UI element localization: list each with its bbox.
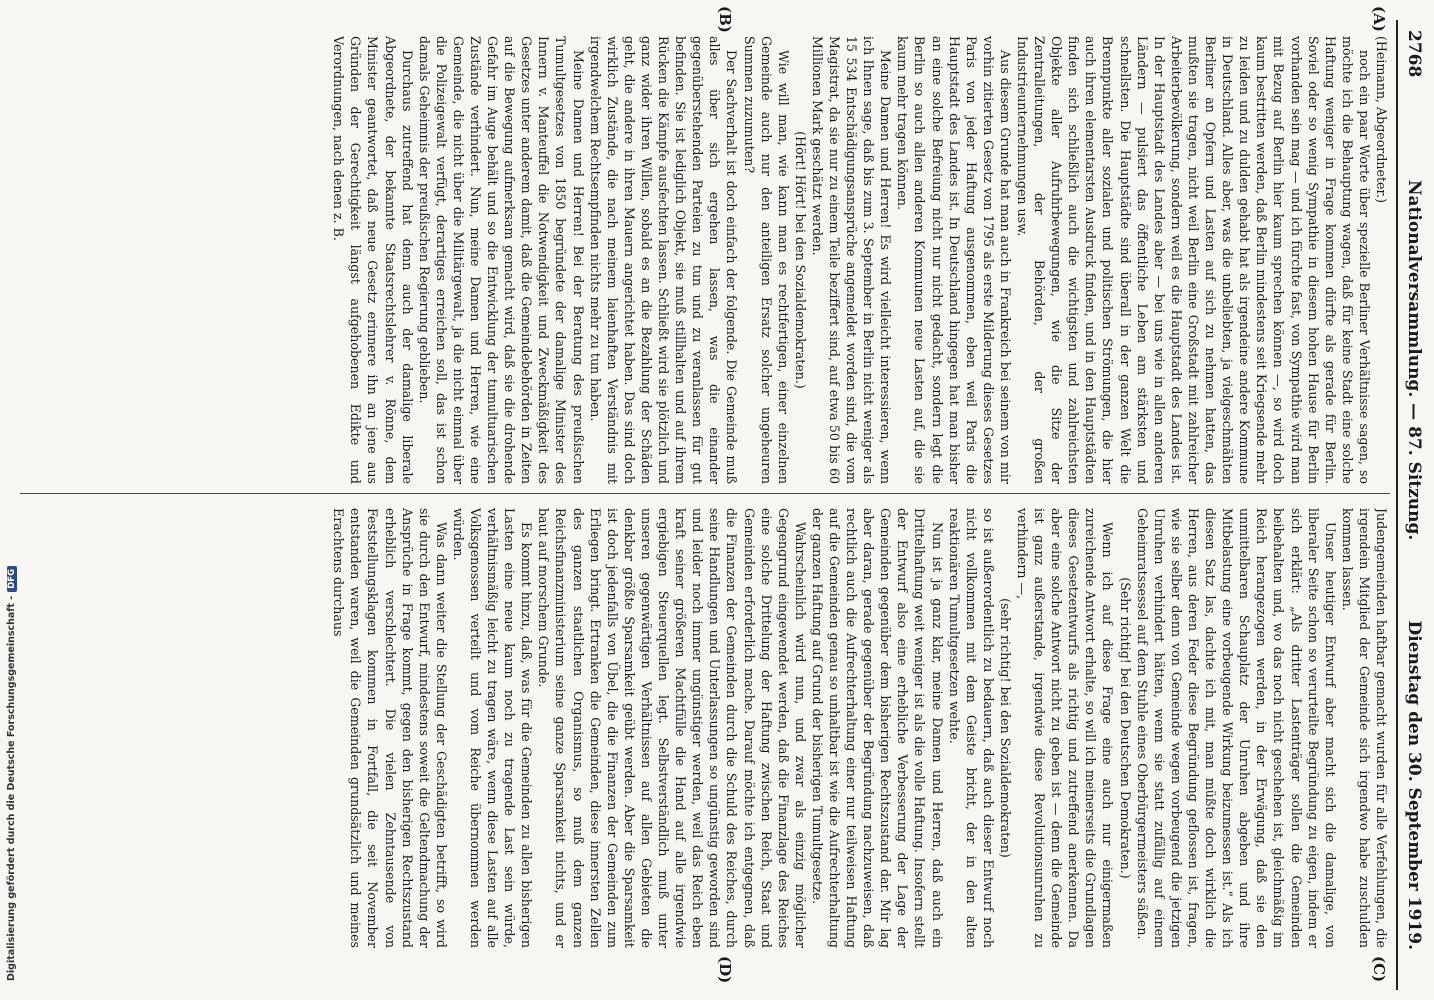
interjection: (sehr richtig! bei den Sozialdemokraten) xyxy=(997,598,1013,858)
paragraph: Aus diesem Grunde hat man auch in Frankreich bei seinem von mir vorhin zitierten Gesetz von 1795 als erste Milderung dieses Gesetzes Paris von jeder Haftung ausgenommen, eben weil Paris die Hauptstadt des Landes ist. In Deutschland hingegen hat man bisher an eine solche Befreiung nicht nur nicht gedacht, sondern legt die Berlin so auch allen anderen Kommunen neue Lasten auf, die sie kaum mehr tragen können. xyxy=(895,36,1013,484)
dfg-logo: DFG xyxy=(7,566,17,592)
digitization-credit xyxy=(4,432,22,992)
paragraph: Durchaus zutreffend hat denn auch der damalige liberale Abgeordnete, der bekannte Staatsrechtslehrer v. Rönne, dem Minister geantwortet, daß neue Gesetz erinnere ihn an jene aus Gründen der Gerechtigkeit längst aufgehobenen Edikte und Verordnungen, nach denen z. B. xyxy=(331,36,415,484)
interjection: (Sehr richtig! bei den Deutschen Demokraten.) xyxy=(1117,577,1133,879)
column-divider xyxy=(20,493,1390,494)
paragraph: Was dann weiter die Stellung der Geschädigten betrifft, so wird sie durch den Entwurf, mindestens soweit die Geltendmachung der Ansprüche in Frage kommt, gegen den bisherigen Rechtszustand erheblich verschlechtert. Die vielen Zehntausende von Feststellungsklagen kommen in Fortfall, die seit November entstanden waren, weil die Gemeinden grundsätzlich und meines Erachtens durchaus xyxy=(331,508,449,948)
paragraph: so ist außerordentlich zu bedauern, daß auch dieser Entwurf noch nicht vollkommen mit dem Geiste bricht, der in den alten reaktionären Tumultgesetzen wehte. xyxy=(946,508,996,948)
paragraph: Meine Damen und Herren! Es wird vielleicht interessieren, wenn ich Ihnen sage, daß bis zum 3. September in Berlin nicht weniger als 15 534 Entschädigungsansprüche angemeldet worden sind, die vom Magistrat, da sie nur zu einem Teile beziffert sind, auf etwa 50 bis 60 Millionen Mark geschätzt werden. xyxy=(809,36,894,484)
page-number: 2768 xyxy=(1404,30,1424,78)
interjection: (Hört! Hört! bei den Sozialdemokraten.) xyxy=(792,131,808,389)
paragraph: Es kommt hinzu, daß, was für die Gemeinden zu allen bisherigen Lasten eine neue kaum noch zu tragende Last sein würde, verhältnismäßig leicht zu tragen wäre, wenn diese Lasten auf alle Volksgenossen verteilt und vom Reiche übernommen werden würden. xyxy=(450,508,535,948)
margin-marker-a: (A) xyxy=(1370,6,1388,32)
paragraph: Wahrscheinlich wird nun, und zwar als einzig möglicher Gegengrund eingewendet werden, daß die Finanzlage des Reiches eine solche Drittelung der Haftung zwischen Reich, Staat und Gemeinden erforderlich mache. Darauf möchte ich entgegnen, daß die Finanzen der Gemeinden durch die Schuld des Reiches, durch seine Handlungen und Unterlassungen so ungünstig geworden sind und leider noch immer ungünstiger werden, weil das Reich eben kraft seiner größeren Machtfülle die Hand auf alle irgendwie ergiebigen Steuerquellen legt. Selbstverständlich muß unter unseren gegenwärtigen Verhältnissen auf allen Gebieten die denkbar größte Sparsamkeit geübt werden. Aber die Sparsamkeit ist doch jedenfalls von Übel, die die Finanzen der Gemeinden zum Erliegen bringt. Ertranken die Gemeinden, diese innersten Zellen des ganzen staatlichen Organismus, so muß dem ganzen Reichsfinanzministerium seine ganze Sparsamkeit nichts, und er baut auf morschem Grunde. xyxy=(536,508,808,948)
margin-marker-b: (B) xyxy=(716,6,734,33)
paragraph: Meine Damen und Herren! Bei der Beratung des preußischen Tumultgesetzes von 1850 begründete der damalige Minister des Innern v. Manteuffel die Notwendigkeit und Zweckmäßigkeit des Gesetzes unter anderem damit, daß die Gemeindebehörden in Zeiten auf die Bewegung aufmerksam gemacht wird, daß sie die drohende Gefahr im Auge behält und so die Entwicklung der tumultuarischen Zustände verhindert. Nun, meine Damen und Herren, wie eine Gemeinde, die nicht über die Militärgewalt, ja die nicht einmal über die Polizeigewalt verfügt, derartiges erreichen soll, das ist schon damals Geheimnis der preußischen Regierung geblieben. xyxy=(416,36,586,484)
paragraph: Wenn ich auf diese Frage eine auch nur einigermaßen zureichende Antwort erhalte, so will ich meinerseits die Grundlagen dieses Gesetzentwurfs als richtig und zutreffend anerkennen. Da aber eine solche Antwort nicht zu geben ist — denn die Gemeinde ist ganz außerstande, irgendwie diese Revolutionsunruhen zu verhindern —, xyxy=(1015,508,1116,948)
paragraph: Der Sachverhalt ist doch einfach der folgende. Die Gemeinde muß alles über sich ergehen lassen, was die einander gegenüberstehenden Parteien zu tun und zu veranlassen für gut befinden. Sie ist lediglich Objekt, sie muß stillhalten und auf ihrem Rücken die Kämpfe ausfechten lassen. Schließt wird sie plötzlich und ganz wider ihren Willen, sobald es an die Bezahlung der Schäden geht, die andere in ihren Mauern angerichtet haben. Das sind doch wirklich Zustände, die nach meinem laienhaften Verständnis mit irgendwelchem Rechtsempfinden nichts mehr zu tun haben. xyxy=(587,36,740,484)
paragraph: Judengemeinden haftbar gemacht wurden für alle Verfehlungen, die irgendein Mitglied der Gemeinde sich irgendwo habe zuschulden kommen lassen. xyxy=(1339,508,1389,948)
margin-marker-c: (C) xyxy=(1370,956,1388,983)
paragraph: noch ein paar Worte über spezielle Berliner Verhältnisse sagen, so möchte ich die Behauptung wagen, daß für keine Stadt eine solche Haftung weniger in Frage kommen dürfte als gerade für Berlin. Soviel oder so wenig Sympathie in diesem hohen Hause für Berlin vorhanden sein mag — und ich fürchte fast, von Sympathie wird man mit Bezug auf Berlin hier kaum sprechen können —, so wird doch kaum bestritten werden, daß Berlin mindestens seit Kriegsende mehr zu leiden und zu dulden gehabt hat als irgendeine andere Kommune in Deutschland. Alles aber, was die unbeliebten, ja vielgeschmähten Berliner an Opfern und Lasten auf sich zu nehmen hatten, das mußten sie tragen, nicht weil Berlin eine Großstadt mit zahlreicher Arbeiterbevölkerung, sondern weil es die Hauptstadt des Landes ist. In der Hauptstadt des Landes aber — bei uns wie in allen anderen Ländern — pulsiert das öffentliche Leben am stärksten und schnellsten. Die Hauptstädte sind überall in der ganzen Welt die Brennpunkte aller sozialen und politischen Strömungen, die hier auch ihren elementarsten Ausdruck finden, und in den Hauptstädten finden sich schließlich auch die wichtigsten und zahlreichsten Objekte aller Aufruhrbewegungen, wie die Sitze der Zentralleitungen, der Behörden, der großen Industrieunternehmungen usw. xyxy=(1015,36,1372,484)
header-rule xyxy=(1396,20,1398,990)
issue-date: Dienstag den 30. September 1919. xyxy=(1404,620,1424,950)
paragraph: Unser heutiger Entwurf aber macht sich die damalige, von liberaler Seite schon so verurteilte Begründung zu eigen, indem er sich erklärt: „Als dritter Lastenträger sollen die Gemeinden beibehalten und, wo das noch nicht geschehen ist, gleichmäßig im Reich herangezogen werden, in der Erwägung, daß sie den unmittelbaren Schauplatz der Unruhen abgeben und ihre Mitbelastung eine vorbeugende Wirkung beizumessen ist.“ Als ich diesen Satz las, dachte ich mit, man müßte doch wirklich die Herren, aus deren Feder diese Begründung geflossen ist, fragen, wie sie selber denn von Gemeinde wegen vorbeugend die jetzigen Unruhen verhindert hätten, wenn sie statt zufällig auf einem Geheimratssessel auf dem Stuhle eines Oberbürgermeisters säßen. xyxy=(1134,508,1338,948)
credit-text: Digitalisierung gefördert durch die Deutsche Forschungsgemeinschaft - xyxy=(6,595,17,981)
running-title: Nationalversammlung. — 87. Sitzung. xyxy=(1404,180,1424,541)
margin-marker-d: (D) xyxy=(716,956,734,984)
paragraph: Nun ist ja ganz klar, meine Damen und Herren, daß auch ein Drittelhaftung weit weniger ist als die volle Haftung. Insofern stellt der Entwurf also eine erhebliche Verbesserung der Lage der Gemeinden gegenüber dem bisherigen Rechtszustand dar. Mir lag aber daran, gerade gegenüber der Begründung nachzuweisen, daß rechtlich auch die Aufrechterhaltung einer nur teilweisen Haftung auf die Gemeinden genau so unhaltbar ist wie die Aufrechterhaltung der ganzen Haftung auf Grund der bisherigen Tumultgesetze. xyxy=(809,508,945,948)
left-text-column xyxy=(30,36,1390,484)
paragraph: (Heimann, Abgeordneter.) xyxy=(1374,36,1389,204)
right-text-column xyxy=(30,508,1390,948)
paragraph: Wie will man, wie kann man es rechtfertigen, einer einzelnen Gemeinde auch nur den anteiligen Ersatz solcher ungeheuren Summen zuzumuten? xyxy=(741,36,791,484)
page-header xyxy=(1396,30,1426,990)
